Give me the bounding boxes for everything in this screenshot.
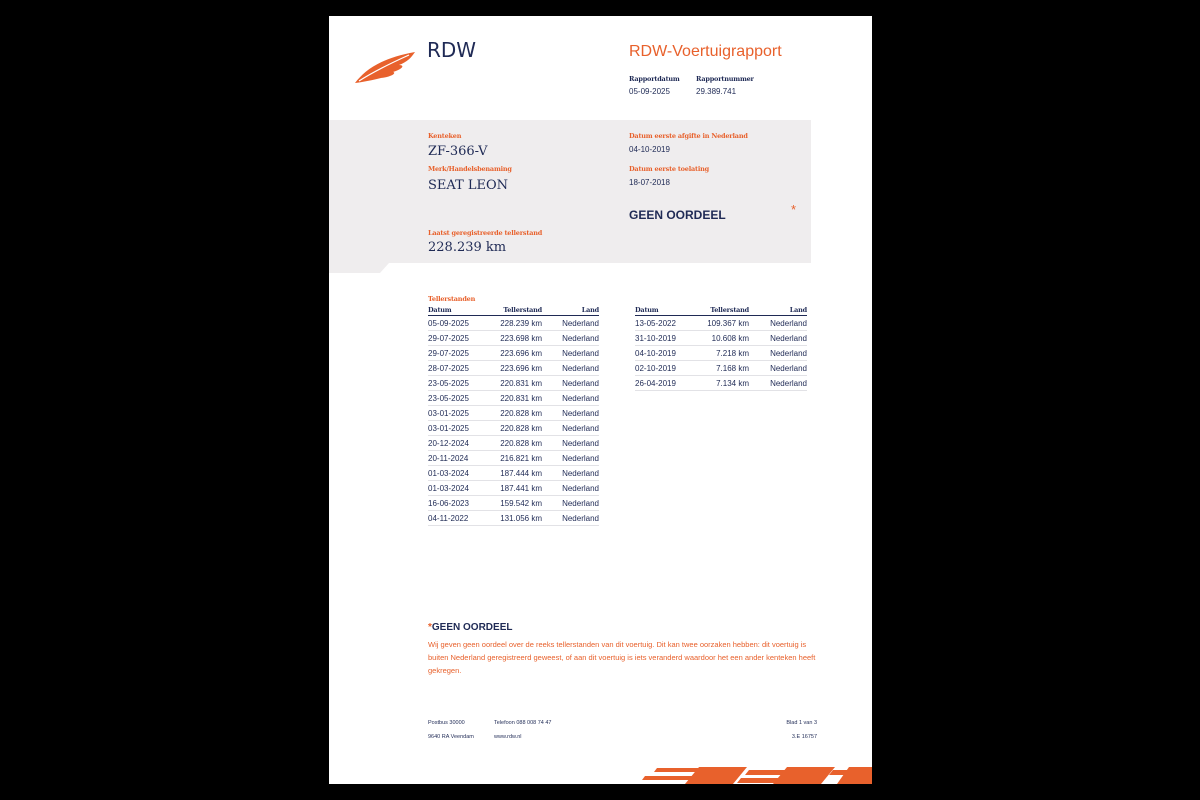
reading-country: Nederland xyxy=(542,316,599,331)
first-issue-nl-value: 04-10-2019 xyxy=(629,145,670,154)
reading-value: 7.218 km xyxy=(697,346,749,361)
reading-date: 20-12-2024 xyxy=(428,436,490,451)
reading-value: 223.698 km xyxy=(490,331,542,346)
reading-country: Nederland xyxy=(542,436,599,451)
reading-row xyxy=(428,481,599,496)
note-heading xyxy=(428,622,512,633)
col-header-date: Datum xyxy=(635,304,697,316)
reading-row xyxy=(428,496,599,511)
note-title: GEEN OORDEEL xyxy=(431,622,513,633)
reading-row xyxy=(635,361,807,376)
reading-country: Nederland xyxy=(542,496,599,511)
reading-value: 10.608 km xyxy=(697,331,749,346)
reading-date: 26-04-2019 xyxy=(635,376,697,391)
reading-row xyxy=(428,436,599,451)
report-number-label: Rapportnummer xyxy=(696,75,754,83)
reading-country: Nederland xyxy=(542,376,599,391)
readings-table-right xyxy=(635,304,807,391)
verdict-value: GEEN OORDEEL xyxy=(629,208,726,222)
reading-country: Nederland xyxy=(749,316,807,331)
reading-value: 220.828 km xyxy=(490,436,542,451)
footer-code: 3.E 16757 xyxy=(791,734,817,740)
reading-country: Nederland xyxy=(749,361,807,376)
reading-country: Nederland xyxy=(542,361,599,376)
reading-row xyxy=(428,361,599,376)
reading-date: 23-05-2025 xyxy=(428,391,490,406)
first-admission-value: 18-07-2018 xyxy=(629,178,670,187)
report-date: 05-09-2025 xyxy=(629,87,670,96)
panel-tab xyxy=(329,263,389,273)
reading-country: Nederland xyxy=(542,406,599,421)
reading-date: 01-03-2024 xyxy=(428,481,490,496)
plate-value: ZF-366-V xyxy=(428,144,488,159)
reading-date: 20-11-2024 xyxy=(428,451,490,466)
reading-value: 216.821 km xyxy=(490,451,542,466)
reading-value: 228.239 km xyxy=(490,316,542,331)
reading-date: 28-07-2025 xyxy=(428,361,490,376)
speed-stripes-decoration xyxy=(637,764,872,784)
vehicle-summary-panel xyxy=(329,120,811,263)
reading-value: 220.831 km xyxy=(490,391,542,406)
reading-country: Nederland xyxy=(542,391,599,406)
reading-value: 220.831 km xyxy=(490,376,542,391)
reading-date: 16-06-2023 xyxy=(428,496,490,511)
first-issue-nl-label: Datum eerste afgifte in Nederland xyxy=(629,132,748,140)
reading-row xyxy=(428,511,599,526)
report-page xyxy=(329,16,872,784)
reading-date: 23-05-2025 xyxy=(428,376,490,391)
report-date-label: Rapportdatum xyxy=(629,75,680,83)
footer-page-number: Blad 1 van 3 xyxy=(786,720,817,726)
reading-value: 159.542 km xyxy=(490,496,542,511)
reading-date: 03-01-2025 xyxy=(428,406,490,421)
reading-date: 01-03-2024 xyxy=(428,466,490,481)
reading-date: 04-10-2019 xyxy=(635,346,697,361)
reading-row xyxy=(635,331,807,346)
reading-date: 02-10-2019 xyxy=(635,361,697,376)
reading-row xyxy=(428,406,599,421)
reading-date: 29-07-2025 xyxy=(428,331,490,346)
reading-value: 220.828 km xyxy=(490,421,542,436)
reading-row xyxy=(428,316,599,331)
reading-value: 187.441 km xyxy=(490,481,542,496)
reading-row xyxy=(428,421,599,436)
report-number: 29.389.741 xyxy=(696,87,737,96)
reading-date: 04-11-2022 xyxy=(428,511,490,526)
reading-row xyxy=(635,376,807,391)
footer-address-1: Postbus 30000 xyxy=(428,720,465,726)
col-header-date: Datum xyxy=(428,304,490,316)
footer-phone: Telefoon 088 008 74 47 xyxy=(494,720,552,726)
reading-date: 31-10-2019 xyxy=(635,331,697,346)
reading-country: Nederland xyxy=(542,421,599,436)
reading-country: Nederland xyxy=(542,511,599,526)
reading-row xyxy=(428,466,599,481)
col-header-reading: Tellerstand xyxy=(697,304,749,316)
rdw-feather-logo-icon xyxy=(353,50,419,86)
reading-row xyxy=(428,346,599,361)
reading-value: 223.696 km xyxy=(490,346,542,361)
reading-date: 13-05-2022 xyxy=(635,316,697,331)
reading-country: Nederland xyxy=(749,346,807,361)
reading-row xyxy=(635,346,807,361)
reading-value: 109.367 km xyxy=(697,316,749,331)
make-value: SEAT LEON xyxy=(428,178,509,193)
col-header-country: Land xyxy=(749,304,807,316)
odometer-label: Laatst geregistreerde tellerstand xyxy=(428,229,543,237)
readings-table-left xyxy=(428,304,599,526)
col-header-country: Land xyxy=(542,304,599,316)
footer-address-2: 9640 RA Veendam xyxy=(428,734,474,740)
reading-country: Nederland xyxy=(542,481,599,496)
brand-name: RDW xyxy=(427,38,477,62)
reading-country: Nederland xyxy=(749,376,807,391)
reading-row xyxy=(428,331,599,346)
reading-date: 29-07-2025 xyxy=(428,346,490,361)
note-text: Wij geven geen oordeel over de reeks tellerstanden van dit voertuig. Dit kan twee oorzaken hebben: dit voertuig is buiten Nederland geregistreerd geweest, of aan dit voertuig is iets veranderd waardoor het een ander kenteken heeft gekregen. xyxy=(428,640,816,675)
reading-country: Nederland xyxy=(749,331,807,346)
reading-row xyxy=(635,316,807,331)
reading-value: 187.444 km xyxy=(490,466,542,481)
col-header-reading: Tellerstand xyxy=(490,304,542,316)
readings-section-title: Tellerstanden xyxy=(428,295,476,303)
reading-country: Nederland xyxy=(542,466,599,481)
reading-row xyxy=(428,391,599,406)
reading-country: Nederland xyxy=(542,346,599,361)
verdict-marker: * xyxy=(791,202,797,217)
reading-value: 7.168 km xyxy=(697,361,749,376)
footer-web: www.rdw.nl xyxy=(494,734,522,740)
reading-value: 220.828 km xyxy=(490,406,542,421)
reading-row xyxy=(428,451,599,466)
reading-date: 05-09-2025 xyxy=(428,316,490,331)
reading-value: 7.134 km xyxy=(697,376,749,391)
first-admission-label: Datum eerste toelating xyxy=(629,165,709,173)
plate-label: Kenteken xyxy=(428,132,462,140)
reading-country: Nederland xyxy=(542,451,599,466)
reading-country: Nederland xyxy=(542,331,599,346)
reading-row xyxy=(428,376,599,391)
note-marker: * xyxy=(428,622,432,633)
reading-date: 03-01-2025 xyxy=(428,421,490,436)
reading-value: 131.056 km xyxy=(490,511,542,526)
make-label: Merk/Handelsbenaming xyxy=(428,165,512,173)
odometer-value: 228.239 km xyxy=(428,240,507,255)
reading-value: 223.696 km xyxy=(490,361,542,376)
report-title: RDW-Voertuigrapport xyxy=(629,43,782,60)
